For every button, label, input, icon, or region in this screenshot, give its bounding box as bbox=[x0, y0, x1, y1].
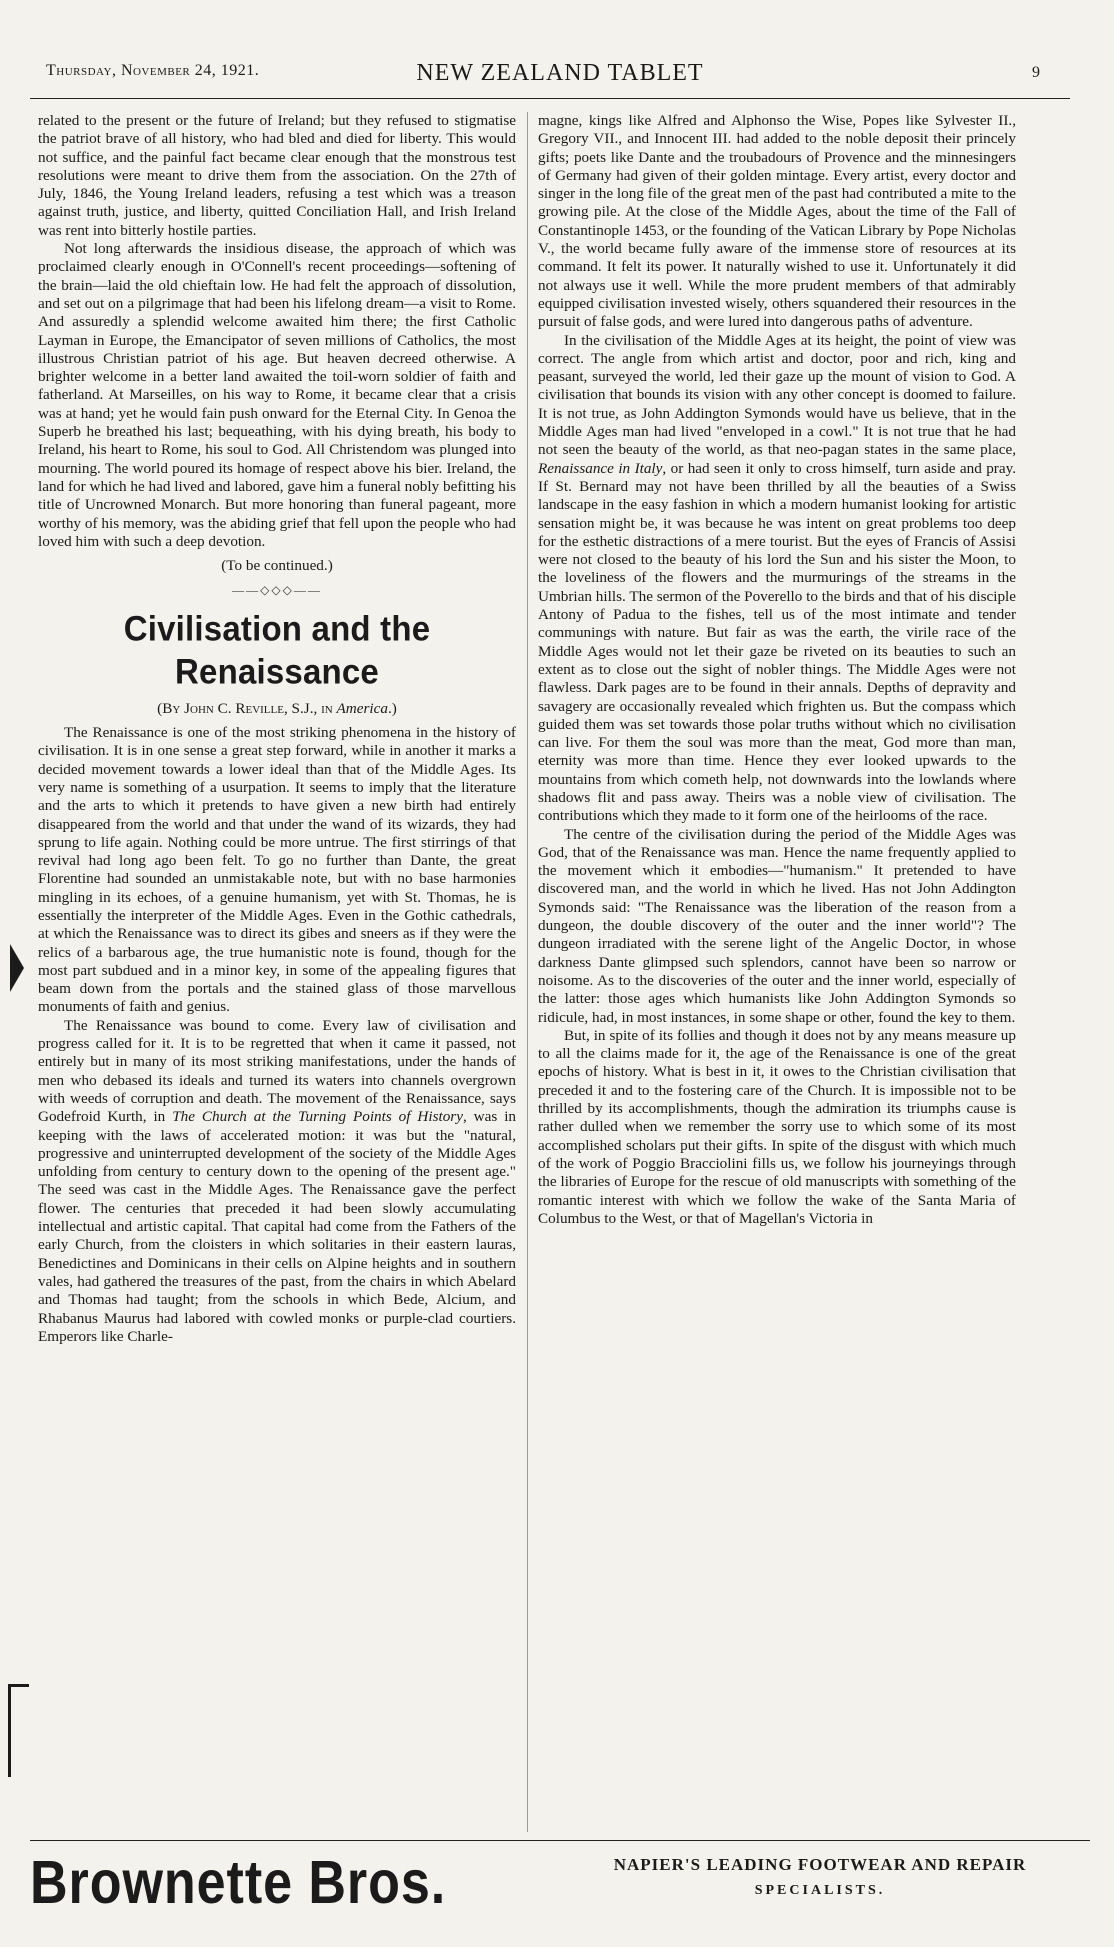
ad-divider bbox=[30, 1840, 1090, 1841]
masthead: NEW ZEALAND TABLET bbox=[416, 60, 704, 86]
paragraph: The centre of the civilisation during the period of the Middle Ages was God, that of the Renaissance was man. Hence the name frequently applied to the movement which it embodies—"humanism." It pretended to have discovered man, and the world in which he lived. Has not John Addington Symonds said: "The Renaissance was the liberation of the reason from a dungeon, the double discovery of the outer and the inner world"? The dungeon irradiated with the serene light of the Angelic Doctor, in whose darkness Dante glimpsed such splendors, cannot have been so narrow or noisome. As to the discoveries of the outer and the inner world, especially of the latter: those ages which humanists like John Addington Symonds so ridicule, had, in most instances, in some shape or other, found the key to them. bbox=[538, 825, 1016, 1026]
advertisement bbox=[30, 1846, 1090, 1926]
column-rule bbox=[527, 112, 528, 1832]
to-be-continued: (To be continued.) bbox=[221, 557, 333, 575]
ad-slogan: NAPIER'S LEADING FOOTWEAR AND REPAIR SPECIALISTS. bbox=[613, 1855, 1027, 1898]
page-number: 9 bbox=[1032, 64, 1040, 81]
left-column bbox=[38, 112, 516, 1346]
right-column bbox=[538, 112, 1016, 1228]
paragraph: related to the present or the future of Ireland; but they refused to stigmatise the patriot brave of all history, who had bled and died for liberty. This would not suffice, and the painful fact became clear enough that the monstrous test resolutions were meant to drive them from the association. On the 27th of July, 1846, the Young Ireland leaders, refusing a test which was a treason against truth, justice, and liberty, quitted Conciliation Hall, and Irish Ireland was rent into bitterly hostile parties. bbox=[38, 112, 516, 239]
paragraph: Not long afterwards the insidious disease, the approach of which was proclaimed clearly enough in O'Connell's recent proceedings—softening of the brain—laid the old chieftain low. He had felt the approach of dissolution, and set out on a pilgrimage that had been his lifelong dream—a visit to Rome. And assuredly a splendid welcome awaited him there; the first Catholic Layman in Europe, the Emancipator of seven millions of Catholics, the most illustrous Christian patriot of his age. But heaven decreed otherwise. A brighter welcome in a better land awaited the toil-worn soldier of faith and fatherland. At Marseilles, on his way to Rome, it became clear that a crisis was at hand; yet he would fain push onward for the Eternal City. In Genoa the Superb he breathed his last; bequeathing, with his dying breath, his body to Ireland, his heart to Rome, his soul to God. All Christendom was plunged into mourning. The world poured its homage of respect above his bier. Ireland, the land for which he had lived and labored, gave him a funeral nobly befitting his title of Uncrowned Monarch. But more honoring than funeral pageant, more worthy of his memory, was the abiding grief that fell upon the people who had loved him with such a deep devotion. bbox=[38, 240, 516, 550]
ornament-divider: ——◇◇◇—— bbox=[232, 583, 322, 598]
article-title: Civilisation and the Renaissance bbox=[123, 607, 431, 691]
page-header bbox=[30, 58, 1070, 99]
issue-date: Thursday, November 24, 1921. bbox=[46, 62, 260, 79]
byline: (By John C. Reville, S.J., in America.) bbox=[157, 699, 397, 717]
paragraph: In the civilisation of the Middle Ages at its height, the point of view was correct. The angle from which artist and doctor, poor and rich, king and peasant, surveyed the world, led their gaze up the mount of vision to God. A civilisation that bounds its vision with any other concept is doomed to failure. It is not true, as John Addington Symonds would have us believe, that in the Middle Ages man had lived "enveloped in a cowl." It is not true that he had not seen the beauty of the world, as that neo-pagan states in the same place, Renaissance in Italy, or had seen it only to cross himself, turn aside and pray. If St. Bernard may not have been thrilled by all the beauties of a Swiss landscape in the easy fashion in which a modern humanist looking for artistic sensation might be, it was because he was intent on great problems too deep for the esthetic distractions of a mere tourist. But the eyes of Francis of Assisi were not closed to the beauty of his lord the Sun and his sister the Moon, to the loveliness of the flowers and the murmurings of the streams in the Umbrian hills. The sermon of the Poverello to the birds and that of his disciple Antony of Padua to the fishes, tell us of the most intimate and tender communings with nature. But fair as was the earth, the virile race of the Middle Ages would not let their gaze be riveted on its beauties to such an extent as to close out the sight of nobler things. The Middle Ages were not flawless. Dark pages are to be found in their annals. Depths of depravity and savagery are occasionally revealed which frighten us. But the compass which guided them was set towards those polar truths without which no civilisation can live. For them the soul was more than the meat, God more than man, eternity was more than time. Hence they ever looked upwards to the mountains from which cometh help, not downwards into the lowlands where shadows flit and pass away. Theirs was a noble view of civilisation. The contributions which they made to it form one of the heirlooms of the race. bbox=[538, 331, 1017, 825]
paragraph: The Renaissance was bound to come. Every law of civilisation and progress called for it. It is to be regretted that when it came it passed, not entirely but in many of its most striking manifestations, under the hands of men who debased its ideals and turned its waters into channels overgrown with weeds of corruption and death. The movement of the Renaissance, says Godefroid Kurth, in The Church at the Turning Points of History, was in keeping with the laws of accelerated motion: it was but the "natural, progressive and uninterrupted development of the society of the Middle Ages unfolding from century to century down to the opening of the present age." The seed was cast in the Middle Ages. The Renaissance gave the perfect flower. The centuries that preceded it had been slowly accumulating intellectual and artistic capital. That capital had come from the Fathers of the early Church, from the cloisters in which solitaries in their eastern lauras, Benedictines and Dominicans in their cells on Alpine heights and in southern vales, had gathered the treasures of the past, from the chairs in which Abelard and Thomas had taught; from the schools in which Bede, Alcium, and Rhabanus Maurus had labored with cowled monks or purple-clad courtiers. Emperors like Charle- bbox=[38, 1016, 517, 1345]
ad-brand: Brownette Bros. bbox=[30, 1847, 447, 1917]
paragraph: The Renaissance is one of the most striking phenomena in the history of civilisation. It is in one sense a great step forward, while in another it marks a decided movement towards a lower ideal than that of the Middle Ages. Its very name is something of a usurpation. It seems to imply that the literature and the arts to which it pretends to have given a new birth had entirely disappeared from the world and that under the wand of its wizards, they had sprung to life again. Nothing could be more untrue. The first stirrings of that revival had long ago been felt. To go no further than Dante, the great Florentine had sounded an unmistakable note, but with no base harmonies mingling in its echoes, of a genuine humanism, yet with St. Thomas, he is essentially the interpreter of the Middle Ages. Even in the Gothic cathedrals, at which the Renaissance was to direct its gibes and sneers as if they were the relics of a barbarous age, the true humanistic note is found, though for the most part subdued and in a minor key, in some of the appealing figures that beam down from the portals and the stained glass of those marvellous monuments of faith and genius. bbox=[38, 724, 516, 1016]
paragraph: But, in spite of its follies and though it does not by any means measure up to all the claims made for it, the age of the Renaissance is one of the great epochs of history. What is best in it, it owes to the Christian civilisation that preceded it and to the fostering care of the Church. It is impossible not to be thrilled by its accomplishments, though the admiration its triumphs cause is rather dulled when we remember the sorry use to which some of its most accomplished scholars put their gifts. In spite of the disgust with which much of the work of Poggio Bracciolini fills us, we follow his journeyings through the libraries of Europe for the rescue of old manuscripts with something of the romantic interest with which we follow the wake of the Santa Maria of Columbus to the West, or that of Magellan's Victoria in bbox=[538, 1026, 1016, 1227]
margin-marker bbox=[10, 944, 24, 992]
paragraph: magne, kings like Alfred and Alphonso the Wise, Popes like Sylvester II., Gregory VII., and Innocent III. had added to the noble deposit their princely gifts; poets like Dante and the troubadours of Provence and the minnesingers of Germany had given of their golden mintage. Every artist, every doctor and singer in the long file of the great men of the past had contributed a mite to the growing pile. At the close of the Middle Ages, about the time of the Fall of Constantinople 1453, or the founding of the Vatican Library by Pope Nicholas V., the world became fully aware of the immense store of resources at its command. It felt its power. It naturally wished to use it. Unfortunately it did not always use it well. While the more prudent members of that admirably equipped civilisation invested wisely, others squandered their resources in the pursuit of false gods, and were lured into dangerous paths of adventure. bbox=[538, 112, 1016, 331]
margin-bracket bbox=[8, 1684, 29, 1777]
